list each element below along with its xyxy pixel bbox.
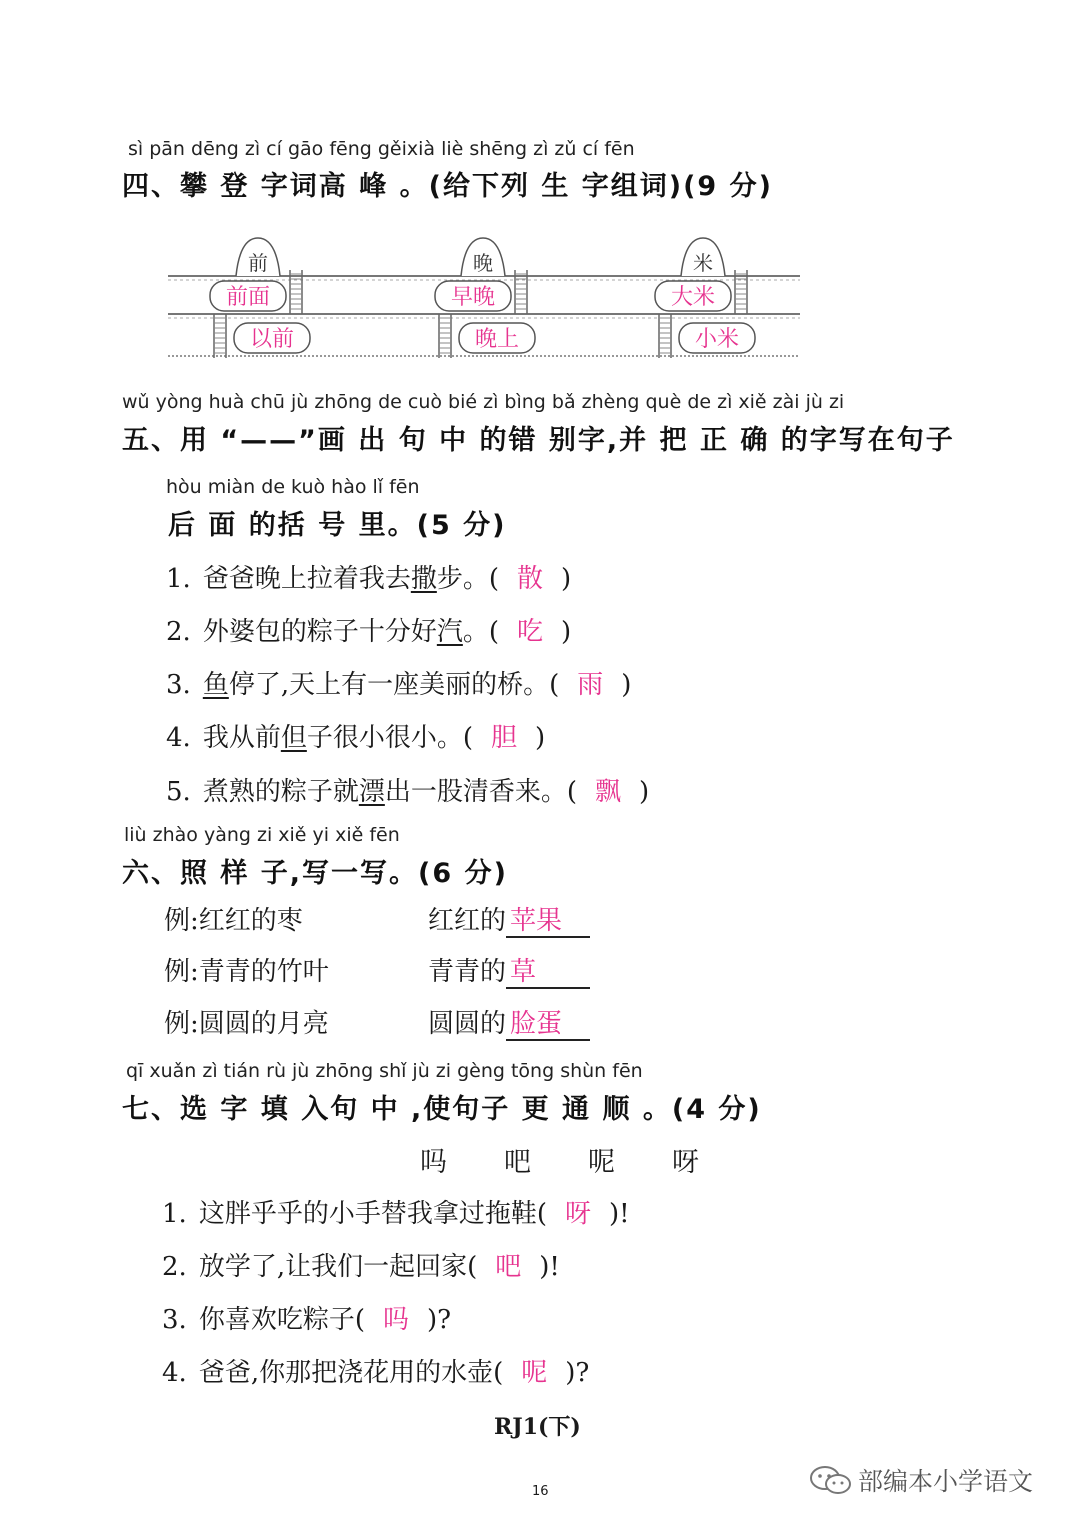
item-number: 1. [166, 564, 191, 594]
answer-text: 吗 [382, 1305, 409, 1335]
answer-text: 呀 [564, 1199, 591, 1229]
ladder-steps [659, 314, 671, 358]
item-text: 我从前 [202, 723, 281, 753]
answer-text: 吧 [495, 1252, 522, 1282]
fill-row [428, 951, 590, 989]
correction-item [166, 771, 649, 808]
section4-pinyin: sì pān dēng zì cí gāo fēng gěixià liè shēng zì zǔ cí fēn [128, 138, 635, 160]
fill-row [428, 1003, 590, 1041]
ladder-word: 晚上 [474, 327, 520, 352]
section7-pinyin: qī xuǎn zì tián rù jù zhōng shǐ jù zi gèng tōng shùn fēn [126, 1060, 643, 1082]
choice-char: 吧 [504, 1147, 531, 1178]
example-phrase: 例:圆圆的月亮 [164, 1009, 329, 1039]
item-close: ) [535, 723, 546, 753]
ladder-word: 早晚 [450, 285, 496, 310]
prompt-text: 青青的 [428, 957, 507, 987]
item-close: )! [539, 1252, 560, 1282]
section5-pinyin-1: wǔ yòng huà chū jù zhōng de cuò bié zì bìng bǎ zhèng què de zì xiě zài jù zi [122, 391, 845, 413]
item-close: )? [565, 1358, 590, 1388]
fill-particle-item [162, 1193, 630, 1230]
section5-heading-2: 后 面 的括 号 里。(5 分) [168, 510, 507, 541]
page-number: 16 [532, 1484, 549, 1499]
item-text: 你喜欢吃粽子( [198, 1305, 365, 1335]
item-text: 出一股清香来。( [384, 777, 577, 807]
answer-text: 散 [517, 564, 544, 594]
section6-heading: 六、照 样 子,写一写。(6 分) [122, 858, 508, 889]
ladder-3 [655, 238, 755, 358]
item-number: 2. [166, 617, 191, 647]
fill-row [428, 900, 590, 938]
ladder-2 [435, 238, 535, 358]
watermark-text: 部编本小学语文 [858, 1467, 1034, 1496]
correction-item [166, 717, 545, 754]
item-number: 3. [166, 670, 191, 700]
answer-text: 呢 [521, 1358, 548, 1388]
example-phrase: 例:青青的竹叶 [164, 957, 329, 987]
answer-text: 飘 [595, 777, 622, 807]
item-text: 停了,天上有一座美丽的桥。( [228, 670, 560, 700]
ladder-word: 以前 [249, 327, 295, 352]
fill-particle-item [162, 1246, 560, 1283]
fill-particle-item [162, 1352, 589, 1389]
item-text: 这胖乎乎的小手替我拿过拖鞋( [198, 1199, 547, 1229]
item-text: 外婆包的粽子十分好 [202, 617, 437, 647]
wrong-char: 漂 [358, 777, 385, 807]
ladder-char: 米 [693, 251, 713, 275]
answer-blank: 脸蛋 [506, 1009, 590, 1041]
ladder-steps [214, 314, 226, 358]
item-number: 4. [162, 1358, 187, 1388]
item-number: 1. [162, 1199, 187, 1229]
wrong-char: 撒 [410, 564, 437, 594]
answer-blank: 草 [506, 957, 590, 989]
ladder-steps [439, 314, 451, 358]
word-ladder-figure [168, 230, 808, 370]
ladder-char: 前 [248, 251, 268, 275]
ladder-word: 前面 [225, 285, 271, 310]
item-number: 3. [162, 1305, 187, 1335]
section6-pinyin: liù zhào yàng zi xiě yi xiě fēn [124, 824, 400, 846]
wrong-char: 鱼 [202, 670, 229, 700]
answer-text: 吃 [517, 617, 544, 647]
item-number: 5. [166, 777, 191, 807]
ladder-char: 晚 [473, 251, 493, 275]
ladder-word: 小米 [694, 327, 740, 352]
wrong-char: 但 [280, 723, 307, 753]
ladder-1 [210, 238, 310, 358]
item-number: 2. [162, 1252, 187, 1282]
answer-text: 胆 [491, 723, 518, 753]
item-close: )! [608, 1199, 630, 1229]
item-close: ) [561, 564, 572, 594]
item-text: 子很小很小。( [306, 723, 473, 753]
footer-label: RJ1(下) [494, 1414, 581, 1440]
ladder-word: 大米 [670, 285, 716, 310]
correction-item [166, 664, 631, 701]
watermark [808, 1462, 1033, 1498]
prompt-text: 红红的 [428, 906, 507, 936]
choice-char: 吗 [420, 1147, 447, 1178]
correction-item [166, 611, 571, 648]
item-close: ) [561, 617, 572, 647]
item-close: )? [426, 1305, 452, 1335]
wrong-char: 汽 [436, 617, 463, 647]
fill-particle-item [162, 1299, 451, 1336]
item-text: 。( [462, 617, 499, 647]
prompt-text: 圆圆的 [428, 1009, 507, 1039]
answer-blank: 苹果 [506, 906, 590, 938]
item-text: 放学了,让我们一起回家( [198, 1252, 478, 1282]
answer-text: 雨 [577, 670, 604, 700]
correction-item [166, 558, 571, 595]
section7-heading: 七、选 字 填 入句 中 ,使句子 更 通 顺 。(4 分) [122, 1094, 762, 1125]
example-phrase: 例:红红的枣 [164, 906, 303, 936]
item-text: 煮熟的粽子就 [202, 777, 359, 807]
item-text: 爸爸,你那把浇花用的水壶( [198, 1358, 504, 1388]
item-close: ) [639, 777, 650, 807]
item-number: 4. [166, 723, 191, 753]
section5-pinyin-2: hòu miàn de kuò hào lǐ fēn [166, 476, 420, 498]
item-text: 爸爸晚上拉着我去 [202, 564, 411, 594]
choice-char: 呀 [672, 1147, 699, 1178]
item-close: ) [621, 670, 632, 700]
item-text: 步。( [436, 564, 499, 594]
wechat-icon [808, 1463, 854, 1497]
section4-heading: 四、攀 登 字词高 峰 。(给下列 生 字组词)(9 分) [122, 171, 773, 202]
section5-heading-1: 五、用 “——”画 出 句 中 的错 别字,并 把 正 确 的字写在句子 [122, 425, 955, 456]
choice-char: 呢 [588, 1147, 615, 1178]
